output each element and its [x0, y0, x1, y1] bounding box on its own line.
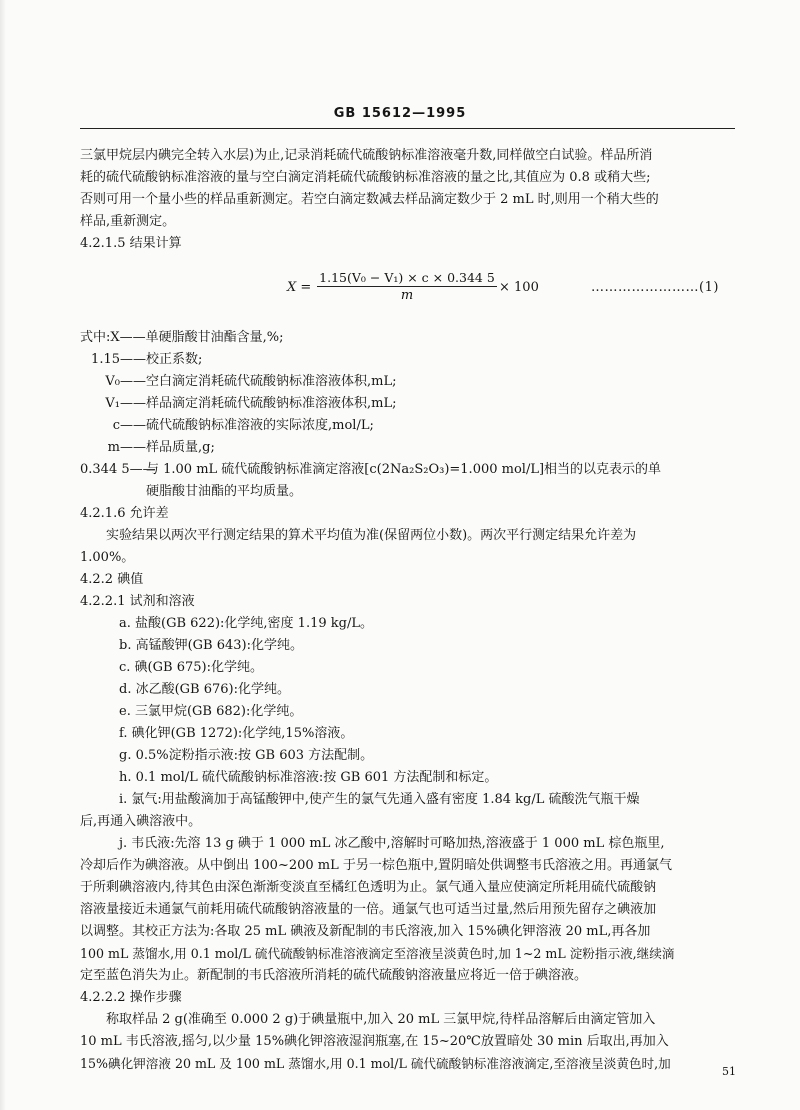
text-line: 100 mL 蒸馏水,用 0.1 mol/L 硫代硫酸钠标准溶液滴定至溶液呈淡黄色时,加 1~2 mL 淀粉指示液,继续滴	[80, 946, 675, 961]
reagent-item: d. 冰乙酸(GB 676):化学纯。	[119, 682, 290, 697]
result-formula	[285, 270, 745, 306]
reagent-item: g. 0.5%淀粉指示液:按 GB 603 方法配制。	[119, 748, 374, 763]
reagent-item: e. 三氯甲烷(GB 682):化学纯。	[119, 704, 303, 719]
section-heading-4-2-1-5: 4.2.1.5 结果计算	[80, 236, 182, 251]
definition-text: 校正系数;	[146, 352, 203, 367]
definition-line	[80, 416, 374, 436]
text-line: 10 mL 韦氏溶液,摇匀,以少量 15%碘化钾溶液湿润瓶塞,在 15~20℃放置暗处 30 min 后取出,再加入	[80, 1034, 669, 1049]
text-line: 于所剩碘溶液内,待其色由深色渐渐变淡直至橘红色透明为止。氯气通入量应使滴定所耗用硫代硫酸钠	[80, 880, 657, 895]
text-line: 以调整。其校正方法为:各取 25 mL 碘液及新配制的韦氏溶液,加入 15%碘化钾溶液 20 mL,再各加	[80, 924, 651, 939]
definition-line	[80, 460, 661, 480]
formula-numerator: 1.15(V₀ − V₁) × c × 0.344 5	[317, 270, 497, 287]
definition-symbol: 0.344 5——	[80, 462, 156, 477]
text-line: 实验结果以两次平行测定结果的算术平均值为准(保留两位小数)。两次平行测定结果允许差为	[106, 528, 637, 543]
text-line: 三氯甲烷层内碘完全转入水层)为止,记录消耗硫代硫酸钠标准溶液毫升数,同样做空白试验。样品所消	[80, 148, 653, 163]
reagent-item: h. 0.1 mol/L 硫代硫酸钠标准溶液:按 GB 601 方法配制和标定。	[119, 770, 498, 785]
formula-lhs: X =	[287, 280, 312, 295]
text-line: 否则可用一个量小些的样品重新测定。若空白滴定数减去样品滴定数少于 2 mL 时,则用一个稍大些的	[80, 192, 659, 207]
reagent-continuation: 后,再通入碘溶液中。	[80, 814, 202, 829]
definition-line	[80, 372, 396, 392]
formula-multiplier: × 100	[499, 280, 539, 295]
section-heading-4-2-2: 4.2.2 碘值	[80, 572, 144, 587]
definition-text: 样品质量,g;	[146, 440, 215, 455]
header-rule	[80, 128, 735, 129]
definition-symbol: V₀——	[105, 374, 146, 389]
reagent-item-j: j. 韦氏液:先溶 13 g 碘于 1 000 mL 冰乙酸中,溶解时可略加热,溶液盛于 1 000 mL 棕色瓶里,	[119, 836, 665, 851]
definition-line	[80, 438, 215, 458]
text-line: 样品,重新测定。	[80, 214, 176, 229]
definition-line	[80, 350, 202, 370]
reagent-item: f. 碘化钾(GB 1272):化学纯,15%溶液。	[119, 726, 354, 741]
definition-text: 样品滴定消耗硫代硫酸钠标准溶液体积,mL;	[146, 396, 397, 411]
definition-line	[80, 394, 396, 414]
text-line: 溶液量接近未通氯气前耗用硫代硫酸钠溶液量的一倍。通氯气也可适当过量,然后用预先留存之碘液加	[80, 902, 657, 917]
text-line: 耗的硫代硫酸钠标准溶液的量与空白滴定消耗硫代硫酸钠标准溶液的量之比,其值应为 0.8 或稍大些;	[80, 170, 651, 185]
text-line: 称取样品 2 g(准确至 0.000 2 g)于碘量瓶中,加入 20 mL 三氯甲烷,待样品溶解后由滴定管加入	[106, 1012, 656, 1027]
page-number: 51	[722, 1065, 736, 1078]
text-line: 1.00%。	[80, 550, 135, 565]
text-line: 冷却后作为碘溶液。从中倒出 100~200 mL 于另一棕色瓶中,置阴暗处供调整韦氏溶液之用。再通氯气	[80, 858, 673, 873]
definition-text: 空白滴定消耗硫代硫酸钠标准溶液体积,mL;	[146, 374, 397, 389]
definition-symbol: 式中:X——	[80, 330, 146, 345]
text-line: 定至蓝色消失为止。新配制的韦氏溶液所消耗的硫代硫酸钠溶液量应将近一倍于碘溶液。	[80, 968, 588, 983]
definition-symbol: V₁——	[105, 396, 146, 411]
standard-header: GB 15612—1995	[333, 106, 467, 121]
section-heading-4-2-2-2: 4.2.2.2 操作步骤	[80, 990, 182, 1005]
definition-text: 单硬脂酸甘油酯含量,%;	[145, 330, 284, 345]
text-line: 15%碘化钾溶液 20 mL 及 100 mL 蒸馏水,用 0.1 mol/L 硫代硫酸钠标准溶液滴定,至溶液呈淡黄色时,加	[80, 1056, 671, 1071]
definition-line	[80, 328, 284, 348]
reagent-item: a. 盐酸(GB 622):化学纯,密度 1.19 kg/L。	[119, 616, 373, 631]
formula-fraction	[317, 270, 497, 303]
definition-continuation: 硬脂酸甘油酯的平均质量。	[146, 484, 303, 499]
reagent-item: c. 碘(GB 675):化学纯。	[119, 660, 263, 675]
scan-edge	[0, 0, 6, 1110]
reagent-item: b. 高锰酸钾(GB 643):化学纯。	[119, 638, 303, 653]
equation-number: ……………………(1)	[591, 280, 719, 295]
definition-text: 硫代硫酸钠标准溶液的实际浓度,mol/L;	[146, 418, 374, 433]
section-heading-4-2-2-1: 4.2.2.1 试剂和溶液	[80, 594, 195, 609]
definition-symbol: 1.15——	[91, 352, 146, 367]
definition-text: 与 1.00 mL 硫代硫酸钠标准滴定溶液[c(2Na₂S₂O₃)=1.000 mol/L]相当的以克表示的单	[146, 462, 662, 477]
definition-symbol: c——	[112, 418, 146, 433]
reagent-item: i. 氯气:用盐酸滴加于高锰酸钾中,使产生的氯气先通入盛有密度 1.84 kg/L 硫酸洗气瓶干燥	[119, 792, 640, 807]
definition-symbol: m——	[107, 440, 146, 455]
formula-denominator: m	[400, 288, 414, 303]
section-heading-4-2-1-6: 4.2.1.6 允许差	[80, 506, 169, 521]
